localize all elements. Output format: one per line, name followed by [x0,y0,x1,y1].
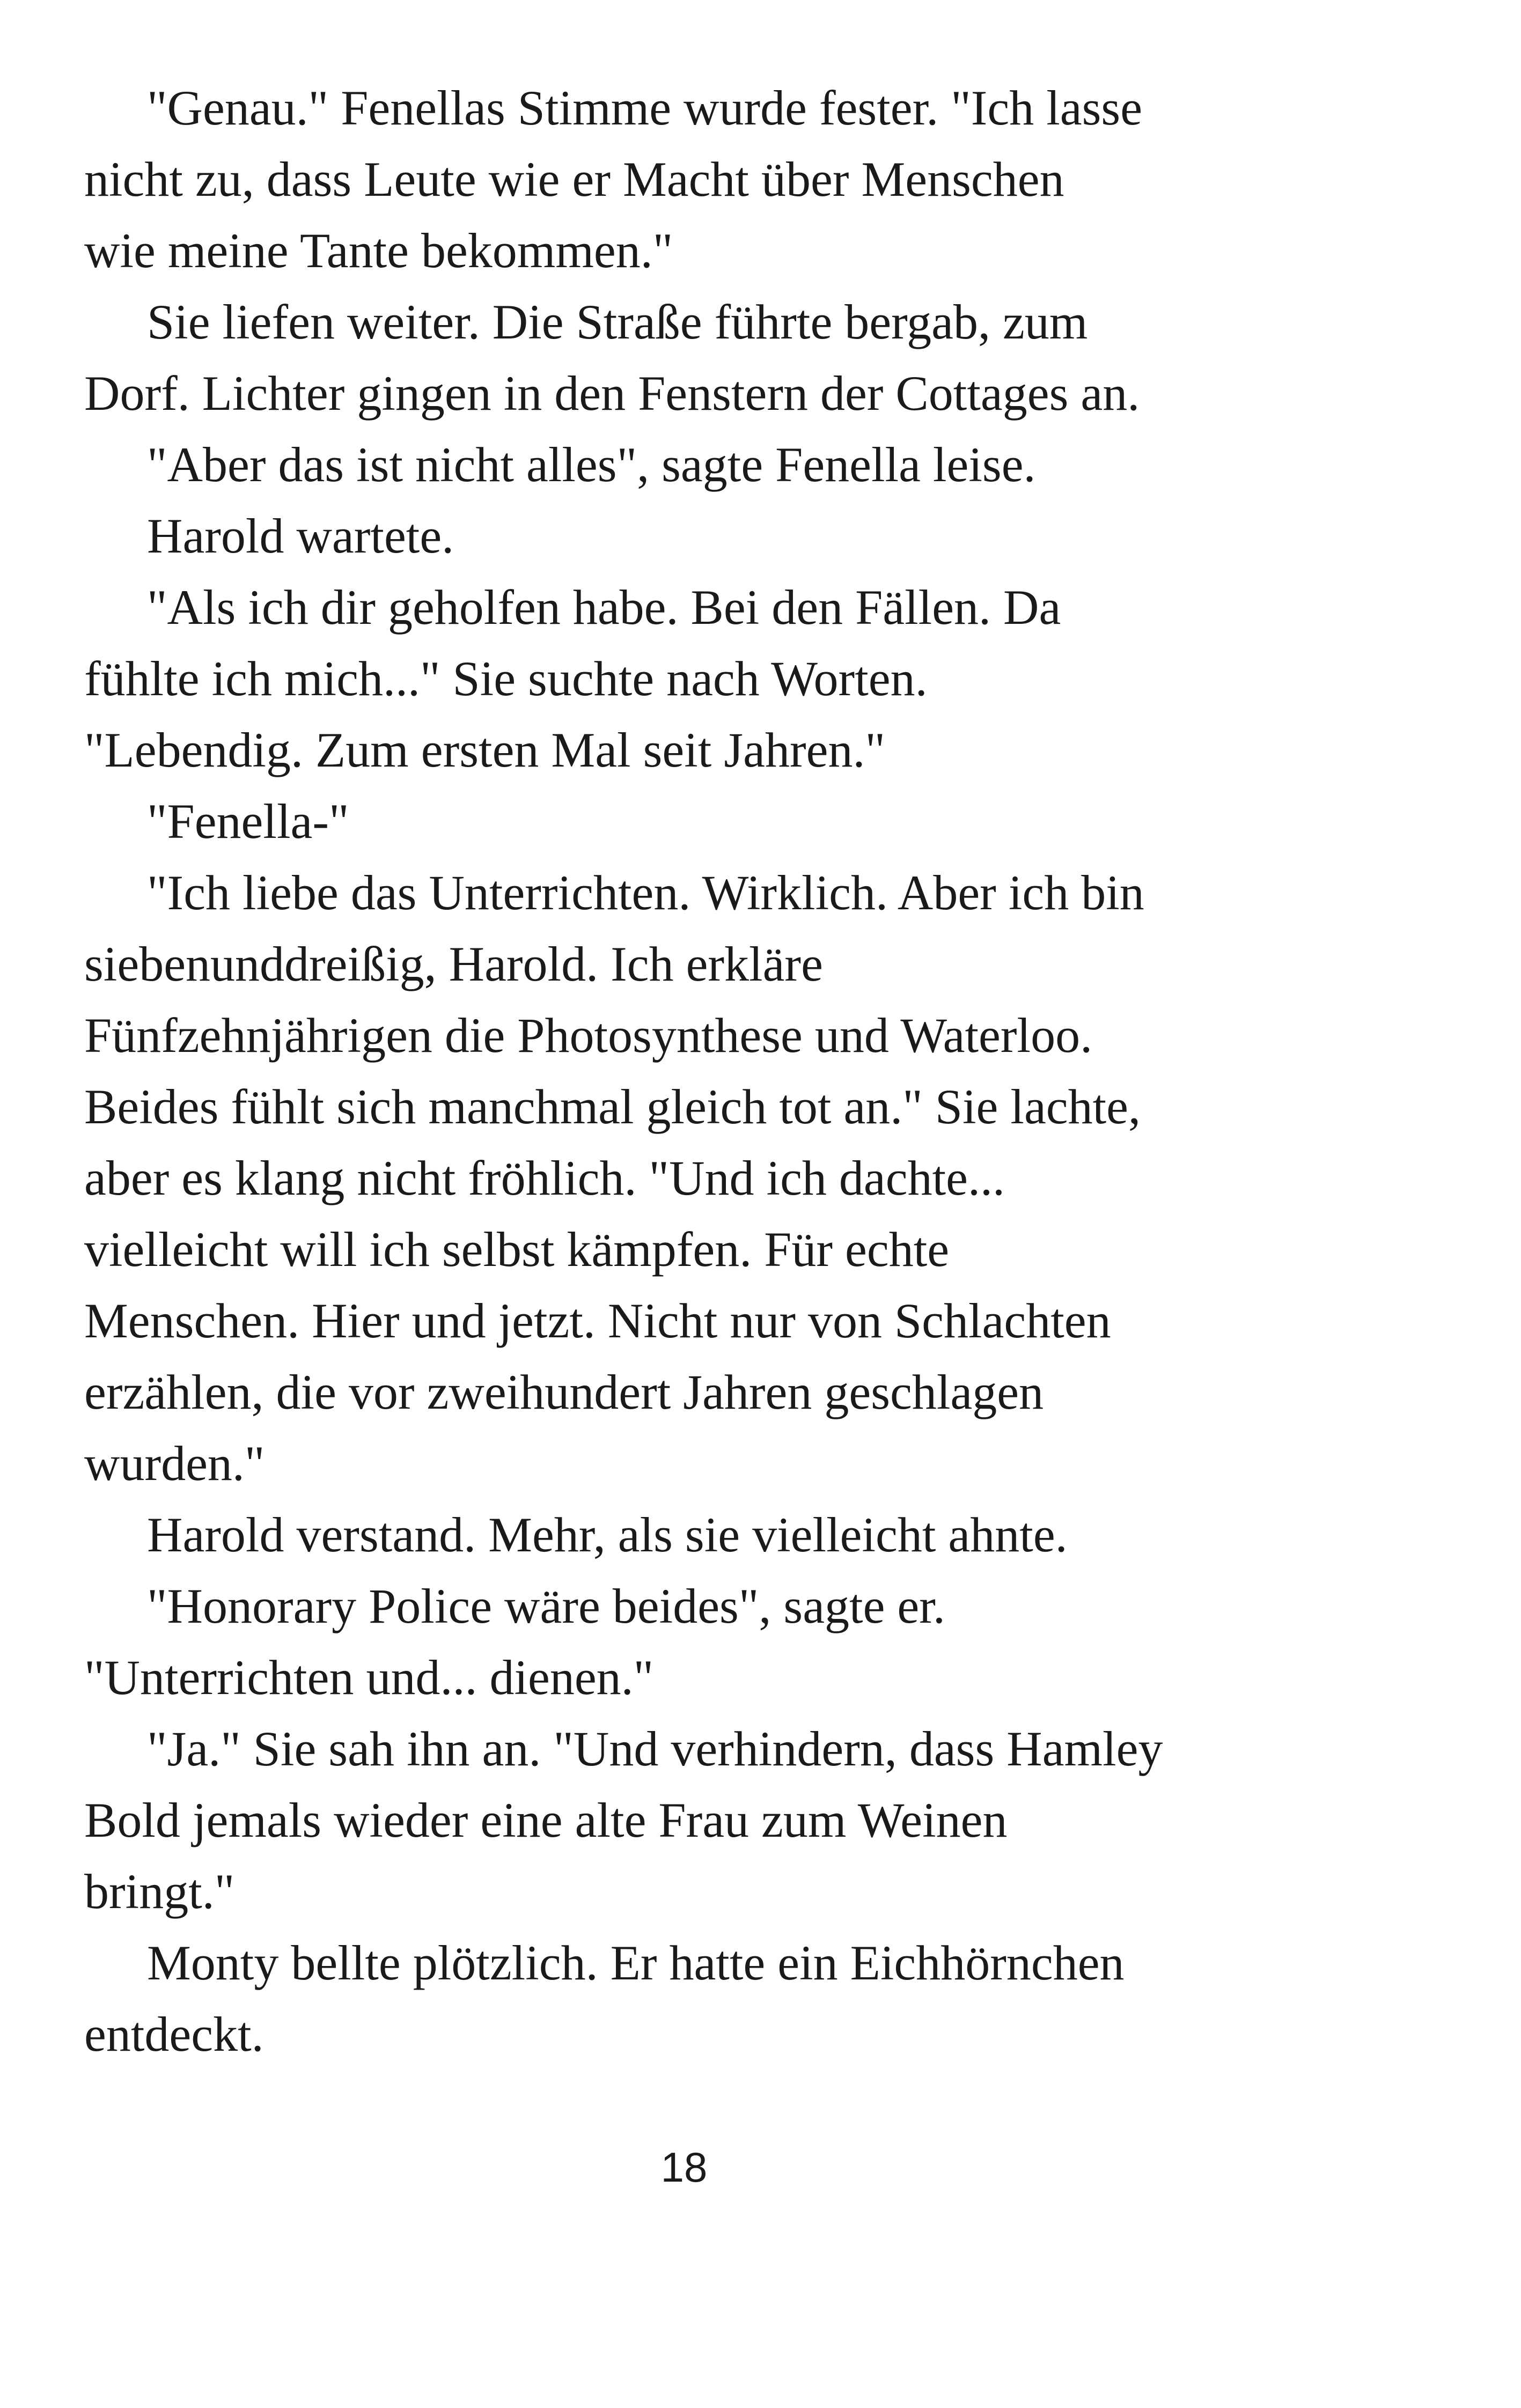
paragraph: "Ich liebe das Unterrichten. Wirklich. Aber ich bin siebenunddreißig, Harold. Ich erkläre Fünfzehnjährigen die Photosynthese und Waterloo. Beides fühlt sich manchmal gleich tot an." Sie lachte, aber es klang nicht fröhlich. "Und ich dachte... vielleicht will ich selbst kämpfen. Für echte Menschen. Hier und jetzt. Nicht nur von Schlachten erzählen, die vor zweihundert Jahren geschlagen wurden." [84,865,1144,1491]
paragraph: Sie liefen weiter. Die Straße führte bergab, zum Dorf. Lichter gingen in den Fenstern der Cottages an. [84,294,1140,421]
paragraph: "Honorary Police wäre beides", sagte er. "Unterrichten und... dienen." [84,1579,945,1705]
paragraph: "Als ich dir geholfen habe. Bei den Fällen. Da fühlte ich mich..." Sie suchte nach Worten. "Lebendig. Zum ersten Mal seit Jahren." [84,580,1061,777]
paragraph: "Aber das ist nicht alles", sagte Fenella leise. [147,437,1036,492]
page-number: 18 [660,2144,708,2191]
paragraph: "Fenella-" [147,794,349,849]
paragraph: Harold wartete. [147,509,454,563]
paragraph: "Genau." Fenellas Stimme wurde fester. "Ich lasse nicht zu, dass Leute wie er Macht über Menschen wie meine Tante bekommen." [84,80,1143,278]
body-text [84,72,1318,2070]
paragraph: "Ja." Sie sah ihn an. "Und verhindern, dass Hamley Bold jemals wieder eine alte Frau zum Weinen bringt." [84,1721,1163,1919]
paragraph: Monty bellte plötzlich. Er hatte ein Eichhörnchen entdeckt. [84,1935,1125,2061]
paragraph: Harold verstand. Mehr, als sie vielleicht ahnte. [147,1507,1068,1562]
